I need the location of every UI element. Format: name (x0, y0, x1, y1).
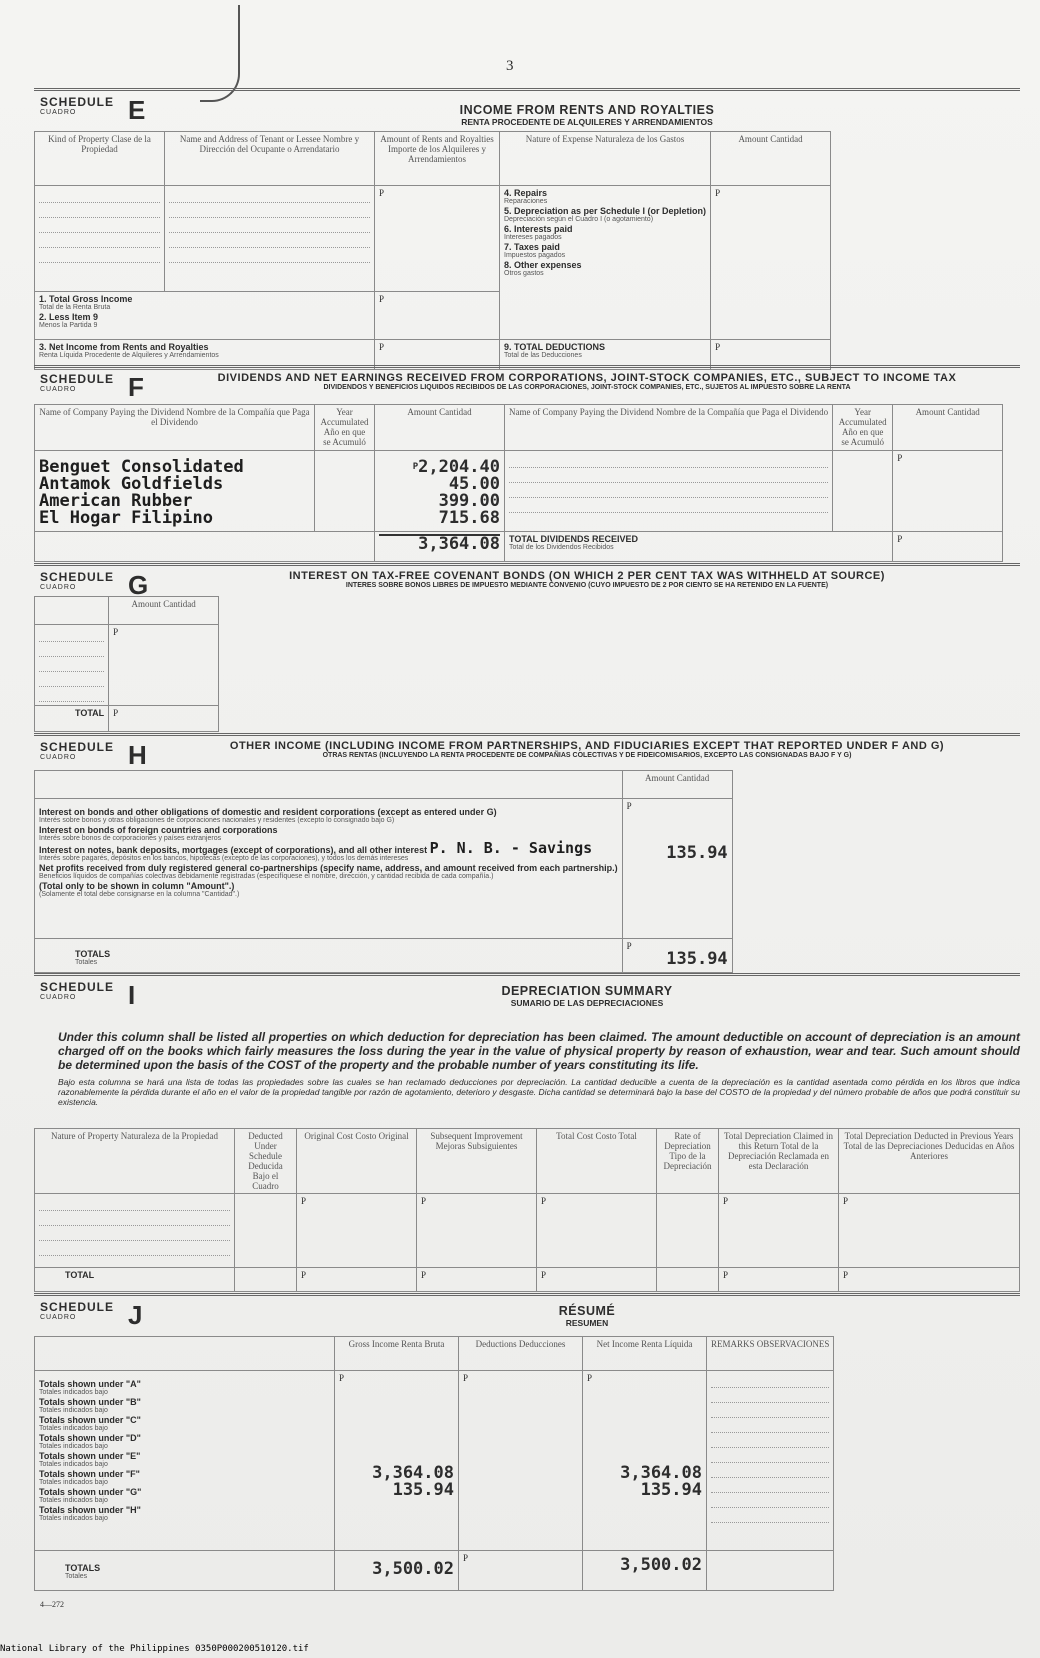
schedule-subtitle: SUMARIO DE LAS DEPRECIACIONES (510, 998, 664, 1008)
other-income-total: 135.94 (666, 949, 728, 969)
col-original-cost: Original Cost Costo Original (297, 1129, 417, 1194)
col-company-name: Name of Company Paying the Dividend Nombre de la Compañía que Paga el Dividendo (35, 405, 315, 451)
schedule-letter: I (128, 980, 136, 1010)
col-rate-of-depreciation: Rate of Depreciation Tipo de la Depreciación (657, 1129, 719, 1194)
peso-sign: P (421, 1270, 427, 1280)
other-income-table: Amount Cantidad Interest on bonds and other obligations of domestic and resident corporations (except as entered under G) Interés sobre bonos y otras obligaciones de corporaciones nacionales y residentes (excepto lo consignado bajo G) Interest on bonds of foreign countries and corporations Interés sobre bonos de corporaciones y países extranjeros Interest on notes, bank deposits, mortgages (except of corporations), and all other interest P. N. B. - Savings Interés sobre pagarés, depósitos en los bancos, hipotecas (excepto de las corporaciones), y todos los demás intereses Net profits received from duly registered general co-partnerships (specify name, address, and amount received from each partnership.) Beneficios líquidos de compañías colectivas debidamente registradas (especifíquese el nombre, dirección, y cantidad recibida de cada compañía.) (Total only to be shown in column "Amount".) (Solamente el total debe consignarse en la columna "Cantidad".) P 135.94 TOTALS Totales P 135.94 (34, 770, 733, 973)
col-depreciation-this-return: Total Depreciation Claimed in this Return Total de la Depreciación Reclamada en esta Declaración (719, 1129, 839, 1194)
other-income-lines: Interest on bonds and other obligations of domestic and resident corporations (except as entered under G) Interés sobre bonos y otras obligaciones de corporaciones nacionales y residentes (excepto lo consignado bajo G) Interest on bonds of foreign countries and corporations Interés sobre bonos de corporaciones y países extranjeros Interest on notes, bank deposits, mortgages (except of corporations), and all other interest P. N. B. - Savings Interés sobre pagarés, depósitos en los bancos, hipotecas (excepto de las corporaciones), y todos los demás intereses Net profits received from duly registered general co-partnerships (specify name, address, and amount received from each partnership.) Beneficios líquidos de compañías colectivas debidamente registradas (especifíquese el nombre, dirección, y cantidad recibida de cada compañía.) (Total only to be shown in column "Amount".) (Solamente el total debe consignarse en la columna "Cantidad".) (35, 799, 623, 939)
gross-total: 3,500.02 (372, 1559, 454, 1579)
col-kind-of-property: Kind of Property Clase de la Propiedad (35, 132, 165, 186)
depreciation-table (34, 1128, 1020, 1292)
totals-label: TOTALS (75, 949, 111, 959)
peso-sign: P (339, 1373, 345, 1383)
totals-rows: Totals shown under "A" Totales indicados bajo Totals shown under "B" Totales indicados bajo Totals shown under "C" Totales indicados bajo Totals shown under "D" Totales indicados bajo Totals shown under "E" Totales indicados bajo Totals shown under "F" Totales indicados bajo Totals shown under "G" Totales indicados bajo Totals shown under "H" Totales indicados bajo (35, 1371, 335, 1551)
dividends-table: Name of Company Paying the Dividend Nombre de la Compañía que Paga el Dividendo Year Accumulated Año en que se Acumuló Amount Cantidad Name of Company Paying the Dividend Nombre de la Compañía que Paga el Dividendo Year Accumulated Año en que se Acumuló Amount Cantidad Benguet Consolidated Antamok Goldfields American Rubber El Hogar Filipino $^P$2,204.40 45.00 399.00 715.68 P 3,364.08 TOTAL DIVIDENDS RECEIVED Total de los Dividendos Recibidos P (34, 404, 1003, 562)
peso-sign: P (463, 1553, 469, 1563)
company-3: American Rubber (39, 490, 193, 511)
amount-4: 715.68 (438, 507, 500, 528)
totals-label: TOTALS (65, 1563, 101, 1573)
peso-sign: P (301, 1196, 307, 1206)
peso-sign: P (379, 294, 385, 304)
total-label: TOTAL (35, 705, 109, 731)
peso-sign: P (113, 627, 119, 638)
peso-sign: P (723, 1270, 729, 1280)
col-nature-of-expense: Nature of Expense Naturaleza de los Gastos (500, 132, 711, 186)
schedule-label: SCHEDULE (40, 95, 115, 109)
form-number: 4—272 (40, 1600, 64, 1609)
schedule-title: OTHER INCOME (INCLUDING INCOME FROM PARTNERSHIPS, AND FIDUCIARIES EXCEPT THAT REPORTED UNDER F AND G) (229, 740, 945, 752)
col-amount: Amount Cantidad (711, 132, 831, 186)
col-amount: Amount Cantidad (375, 405, 505, 451)
schedule-subtitle: INTERES SOBRE BONOS LIBRES DE IMPUESTO MEDIANTE CONVENIO (CUYO IMPUESTO DE 2 POR CIENTO SE HA RETENIDO EN LA FUENTE) (345, 582, 829, 589)
peso-sign: P (379, 188, 385, 198)
col-total-cost: Total Cost Costo Total (537, 1129, 657, 1194)
instruction-en: Under this column shall be listed all properties on which deduction for depreciation has been claimed. The amount deductible on account of depreciation is an amount charged off on the books which fairly measures the loss during the year in the value of physical property by reason of exhaustion, wear and tear. Such amount should be determined upon the basis of the COST of the property and the probable number of years constituting its life. (58, 1030, 1020, 1072)
peso-sign: P (843, 1196, 849, 1206)
amount-2: 45.00 (448, 473, 500, 494)
bank-entry: P. N. B. - Savings (429, 839, 593, 857)
peso-sign: P (113, 707, 119, 718)
peso-sign: P (626, 801, 632, 811)
col-amount: Amount Cantidad (109, 597, 219, 625)
schedule-f: SCHEDULE CUADRO F DIVIDENDS AND NET EARNINGS RECEIVED FROM CORPORATIONS, JOINT-STOCK COMPANIES, ETC., SUBJECT TO INCOME TAX DIVIDENDOS Y BENEFICIOS LIQUIDOS RECIBIDOS DE LAS CORPORACIONES, JOINT-STOCK COMPANIES, ETC., SUJETOS AL IMPUESTO SOBRE LA RENTA Name of Company Paying the Dividend Nombre de la Compañía que Paga el Dividendo Year Accumulated Año en que se Acumuló Amount Cantidad Name of Company Paying the Dividend Nombre de la Compañía que Paga el Dividendo Year Accumulated Año en que se Acumuló Amount Cantidad Benguet Consolidated Antamok Goldfields American Rubber El Hogar Filipino $^P$2,204.40 45.00 399.00 715.68 P 3,364.08 TOTAL DIVIDENDS RECEIVED Total de los Dividendos Recibidos P (34, 365, 1020, 566)
net-total: 3,500.02 (620, 1555, 702, 1575)
schedule-e (34, 88, 1020, 371)
amount-1: $^P$2,204.40 (412, 456, 500, 477)
total-deductions-label: 9. TOTAL DEDUCTIONS (504, 342, 606, 352)
schedule-h: SCHEDULE CUADRO H OTHER INCOME (INCLUDING INCOME FROM PARTNERSHIPS, AND FIDUCIARIES EXCEPT THAT REPORTED UNDER F AND G) OTRAS RENTAS (INCLUYENDO LA RENTA PROCEDENTE DE COMPAÑIAS COLECTIVAS Y DE FIDEICOMISARIOS, EXCEPTO LAS CONSIGNADAS BAJO F Y G) Amount Cantidad Interest on bonds and other obligations of domestic and resident corporations (except as entered under G) Interés sobre bonos y otras obligaciones de corporaciones nacionales y residentes (excepto lo consignado bajo G) Interest on bonds of foreign countries and corporations Interés sobre bonos de corporaciones y países extranjeros Interest on notes, bank deposits, mortgages (except of corporations), and all other interest P. N. B. - Savings Interés sobre pagarés, depósitos en los bancos, hipotecas (excepto de las corporaciones), y todos los demás intereses Net profits received from duly registered general co-partnerships (specify name, address, and amount received from each partnership.) Beneficios líquidos de compañías colectivas debidamente registradas (especifíquese el nombre, dirección, y cantidad recibida de cada compañía.) (Total only to be shown in column "Amount".) (Solamente el total debe consignarse en la columna "Cantidad".) P 135.94 TOTALS Totales P 135.94 (34, 733, 1020, 976)
gross-f: 3,364.08 (372, 1463, 454, 1483)
peso-sign: P (723, 1196, 729, 1206)
company-4: El Hogar Filipino (39, 507, 213, 528)
col-net-income: Net Income Renta Líquida (583, 1337, 707, 1371)
other-income-amount: 135.94 (666, 843, 728, 863)
resume-table: Gross Income Renta Bruta Deductions Deducciones Net Income Renta Líquida REMARKS OBSERVACIONES Totals shown under "A" Totales indicados bajo Totals shown under "B" Totales indicados bajo Totals shown under "C" Totales indicados bajo Totals shown under "D" Totales indicados bajo Totals shown under "E" Totales indicados bajo Totals shown under "F" Totales indicados bajo Totals shown under "G" Totales indicados bajo Totals shown under "H" Totales indicados bajo P 3,364.08 135.94 P P 3,364.08 135.94 TOTALS Totales 3,500.02 P 3,500.02 (34, 1336, 834, 1591)
page-number: 3 (506, 58, 514, 74)
col-year-accumulated-2: Year Accumulated Año en que se Acumuló (833, 405, 893, 451)
schedule-title: DIVIDENDS AND NET EARNINGS RECEIVED FROM CORPORATIONS, JOINT-STOCK COMPANIES, ETC., SUBJECT TO INCOME TAX (217, 372, 957, 384)
schedule-g: SCHEDULE CUADRO G INTEREST ON TAX-FREE COVENANT BONDS (ON WHICH 2 PER CENT TAX WAS WITHHELD AT SOURCE) INTERES SOBRE BONOS LIBRES DE IMPUESTO MEDIANTE CONVENIO (CUYO IMPUESTO DE 2 POR CIENTO SE HA RETENIDO EN LA FUENTE) Amount Cantidad P TOTAL P (34, 563, 1020, 736)
total-label: TOTAL (35, 1268, 235, 1292)
net-f: 3,364.08 (620, 1463, 702, 1483)
peso-sign: P (587, 1373, 593, 1383)
schedule-letter: H (128, 740, 147, 770)
peso-sign: P (715, 188, 721, 198)
col-year-accumulated: Year Accumulated Año en que se Acumuló (315, 405, 375, 451)
peso-sign: P (715, 342, 721, 352)
interest-table (34, 596, 219, 732)
peso-sign: P (541, 1196, 547, 1206)
rents-table: Kind of Property Clase de la Propiedad Name and Address of Tenant or Lessee Nombre y Dirección del Ocupante o Arrendatario Amount of Rents and Royalties Importe de los Alquileres y Arrendamientos Nature of Expense Naturaleza de los Gastos Amount Cantidad P 4. Repairs Reparaciones 5. Depreciation as per Schedule I (or Depletion) Depreciación según el Cuadro I (o agotamiento) 6. Interests paid Intereses pagados 7. Taxes paid Impuestos pagados 8. Other expenses Otros gastos P 1. Total Gross Income Total de la Renta Bruta 2. Less Item 9 Menos la Partida 9 P 3. Net Income from Rents and Royalties Renta Líquida Procedente de Alquileres y Arrendamientos P 9. TOTAL DEDUCTIONS Total de las Deducciones P (34, 131, 831, 370)
col-deducted-under-schedule: Deducted Under Schedule Deducida Bajo el Cuadro (235, 1129, 297, 1194)
schedule-letter: E (128, 95, 146, 125)
col-subsequent-improvement: Subsequent Improvement Mejoras Subsiguientes (417, 1129, 537, 1194)
schedule-j: SCHEDULE CUADRO J RÉSUMÉ RESUMEN Gross Income Renta Bruta Deductions Deducciones Net Income Renta Líquida REMARKS OBSERVACIONES Totals shown under "A" Totales indicados bajo Totals shown under "B" Totales indicados bajo Totals shown under "C" Totales indicados bajo Totals shown under "D" Totales indicados bajo Totals shown under "E" Totales indicados bajo Totals shown under "F" Totales indicados bajo Totals shown under "G" Totales indicados bajo Totals shown under "H" Totales indicados bajo P 3,364.08 135.94 P P 3,364.08 135.94 TOTALS Totales 3,500.02 P 3,500.02 (34, 1293, 1020, 1594)
col-company-name-2: Name of Company Paying the Dividend Nombre de la Compañía que Paga el Dividendo (505, 405, 833, 451)
peso-sign: P (541, 1270, 547, 1280)
col-gross-income: Gross Income Renta Bruta (335, 1337, 459, 1371)
schedule-title: INTEREST ON TAX-FREE COVENANT BONDS (ON WHICH 2 PER CENT TAX WAS WITHHELD AT SOURCE) (289, 570, 885, 582)
company-1: Benguet Consolidated (39, 456, 244, 477)
amount-list (375, 450, 505, 531)
schedule-subtitle: RENTA PROCEDENTE DE ALQUILERES Y ARRENDAMIENTOS (461, 117, 713, 127)
archive-footer: National Library of the Philippines 0350P000200510120.tif (0, 1644, 309, 1654)
schedule-letter: F (128, 372, 144, 402)
col-amount-2: Amount Cantidad (893, 405, 1003, 451)
schedule-i: SCHEDULE CUADRO I DEPRECIATION SUMMARY SUMARIO DE LAS DEPRECIACIONES Under this column shall be listed all properties on which deduction for depreciation has been claimed. The amount deductible on account of depreciation is an amount charged off on the books which fairly measures the loss during the year in the value of physical property by reason of exhaustion, wear and tear. Such amount should be determined upon the basis of the COST of the property and the probable number of years constituting its life. Bajo esta columna se hará una lista de todas las propiedades sobre las cuales se han reclamado deducciones por depreciación. La cantidad deducible a cuenta de la depreciación es la cantidad asentada como pérdida en los libros que indica razonablemente la pérdida durante el año en el valor de la propiedad tangible por razón de agotamiento, deterioro y desgaste. Dicha cantidad se determinará bajo la base del COSTO de la propiedad y del número probable de años que podrá constituir su existencia. Nature of Property Naturaleza de la Propiedad Deducted Under Schedule Deducida Bajo el Cuadro Original Cost Costo Original Subsequent Improvement Mejoras Subsiguientes Total Cost Costo Total Rate of Depreciation Tipo de la Depreciación Total Depreciation Claimed in this Return Total de la Depreciación Reclamada en esta Declaración Total Depreciation Deducted in Previous Years Total de las Depreciaciones Deducidas en Años Anteriores P P P P P TOTAL P P P P P (34, 973, 1020, 1296)
company-2: Antamok Goldfields (39, 473, 224, 494)
col-amount: Amount Cantidad (622, 771, 732, 799)
peso-sign: P (421, 1196, 427, 1206)
col-name-of-tenant: Name and Address of Tenant or Lessee Nombre y Dirección del Ocupante o Arrendatario (165, 132, 375, 186)
peso-sign: P (843, 1270, 849, 1280)
schedule-subtitle: OTRAS RENTAS (INCLUYENDO LA RENTA PROCEDENTE DE COMPAÑIAS COLECTIVAS Y DE FIDEICOMISARIOS, EXCEPTO LAS CONSIGNADAS BAJO F Y G) (322, 752, 852, 759)
gross-income-lines: 1. Total Gross Income Total de la Renta Bruta 2. Less Item 9 Menos la Partida 9 (35, 292, 375, 340)
instruction-es: Bajo esta columna se hará una lista de todas las propiedades sobre las cuales se han reclamado deducciones por depreciación. La cantidad deducible a cuenta de la depreciación es la cantidad asentada como pérdida en los libros que indica razonablemente la pérdida durante el año en el valor de la propiedad tangible por razón de agotamiento, deterioro y desgaste. Dicha cantidad se determinará bajo la base del COSTO de la propiedad y del número probable de años que podrá constituir su existencia. (58, 1077, 1020, 1107)
peso-sign: P (897, 533, 903, 544)
schedule-title: RÉSUMÉ (558, 1304, 616, 1318)
schedule-letter: J (128, 1300, 143, 1330)
total-dividends-label: TOTAL DIVIDENDS RECEIVED (509, 533, 639, 544)
col-remarks: REMARKS OBSERVACIONES (707, 1337, 834, 1371)
peso-sign: P (463, 1373, 469, 1383)
peso-sign: P (379, 342, 385, 352)
dividends-total: 3,364.08 (379, 534, 500, 553)
col-amount-rents: Amount of Rents and Royalties Importe de los Alquileres y Arrendamientos (375, 132, 500, 186)
depreciation-instructions (58, 1030, 1020, 1107)
cuadro-label: CUADRO (40, 109, 77, 116)
peso-sign: P (301, 1270, 307, 1280)
expense-list: 4. Repairs Reparaciones 5. Depreciation as per Schedule I (or Depletion) Depreciación según el Cuadro I (o agotamiento) 6. Interests paid Intereses pagados 7. Taxes paid Impuestos pagados 8. Other expenses Otros gastos (500, 186, 711, 340)
col-deductions: Deductions Deducciones (459, 1337, 583, 1371)
gross-h: 135.94 (392, 1480, 454, 1500)
schedule-letter: G (128, 570, 149, 600)
peso-sign: P (626, 941, 632, 951)
net-income-label: 3. Net Income from Rents and Royalties (39, 342, 209, 352)
col-nature-of-property: Nature of Property Naturaleza de la Propiedad (35, 1129, 235, 1194)
schedule-title: DEPRECIATION SUMMARY (501, 984, 673, 998)
schedule-title: INCOME FROM RENTS AND ROYALTIES (459, 103, 715, 117)
amount-3: 399.00 (438, 490, 500, 511)
col-depreciation-previous-years: Total Depreciation Deducted in Previous Years Total de las Depreciaciones Deducidas en Años Anteriores (839, 1129, 1020, 1194)
schedule-subtitle: DIVIDENDOS Y BENEFICIOS LIQUIDOS RECIBIDOS DE LAS CORPORACIONES, JOINT-STOCK COMPANIES, ETC., SUJETOS AL IMPUESTO SOBRE LA RENTA (323, 384, 851, 391)
schedule-subtitle: RESUMEN (565, 1318, 609, 1328)
peso-sign: P (897, 452, 903, 463)
net-h: 135.94 (640, 1480, 702, 1500)
company-list (35, 450, 315, 531)
